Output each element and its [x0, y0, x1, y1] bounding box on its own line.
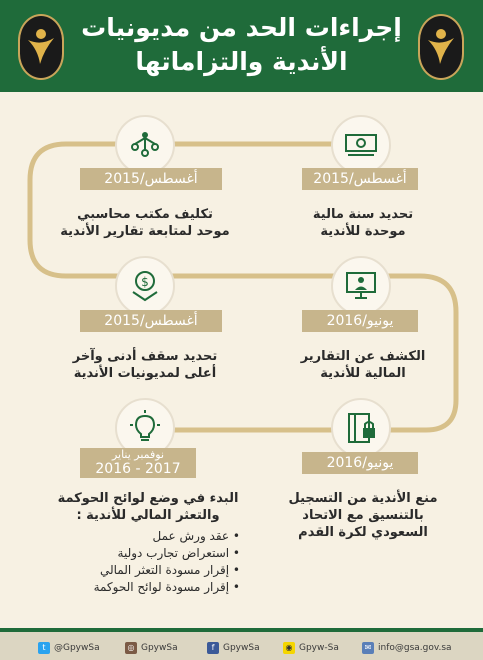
list-item: • إقرار مسودة لوائح الحوكمة [50, 579, 240, 596]
instagram-handle[interactable]: ◎ GpywSa [125, 640, 178, 656]
svg-text:$: $ [141, 275, 149, 289]
page-title-line-2: الأندية والتزاماتها [135, 47, 348, 76]
money-icon [331, 115, 391, 175]
step-6-bullet-list [50, 528, 240, 596]
twitter-handle[interactable]: t @GpywSa [38, 640, 100, 656]
step-6-caption: البدء في وضع لوائح الحوكمة والتعثر المالي للأندية : [57, 491, 239, 523]
email-link[interactable]: ✉ info@gsa.gov.sa [362, 640, 452, 656]
monitor-icon [331, 256, 391, 316]
twitter-icon: t [38, 642, 50, 654]
dollar-shield-icon [115, 256, 175, 316]
email-icon: ✉ [362, 642, 374, 654]
list-item: • عقد ورش عمل [50, 528, 240, 545]
snapchat-handle[interactable]: ◉ Gpyw-Sa [283, 640, 339, 656]
step-4-caption: تحديد سقف أدنى وآخر أعلى لمديونيات الأندية [72, 349, 218, 381]
page-title-line-1: إجراءات الحد من مديونيات [81, 13, 402, 42]
step-6-date: نوفمبر يناير 2016 - 2017 [80, 448, 196, 478]
step-4-date: أغسطس/2015 [80, 310, 222, 332]
instagram-icon: ◎ [125, 642, 137, 654]
step-2-caption: تكليف مكتب محاسبي موحد لمتابعة تقارير الأندية [60, 207, 230, 239]
step-3-date: يونيو/2016 [302, 310, 418, 332]
footer-bar [0, 628, 483, 660]
step-2-date: أغسطس/2015 [80, 168, 222, 190]
list-item: • إقرار مسودة التعثر المالي [50, 562, 240, 579]
snapchat-icon: ◉ [283, 642, 295, 654]
step-1-date: أغسطس/2015 [302, 168, 418, 190]
step-5-caption: منع الأندية من التسجيل بالتنسيق مع الاتحاد السعودي لكرة القدم [288, 491, 438, 540]
lock-card-icon [331, 398, 391, 458]
facebook-icon: f [207, 642, 219, 654]
facebook-handle[interactable]: f GpywSa [207, 640, 260, 656]
list-item: • استعراض تجارب دولية [50, 545, 240, 562]
network-icon [115, 115, 175, 175]
step-3-caption: الكشف عن التقارير المالية للأندية [300, 349, 426, 381]
step-1-caption: تحديد سنة مالية موحدة للأندية [312, 207, 414, 239]
step-5-date: يونيو/2016 [302, 452, 418, 474]
